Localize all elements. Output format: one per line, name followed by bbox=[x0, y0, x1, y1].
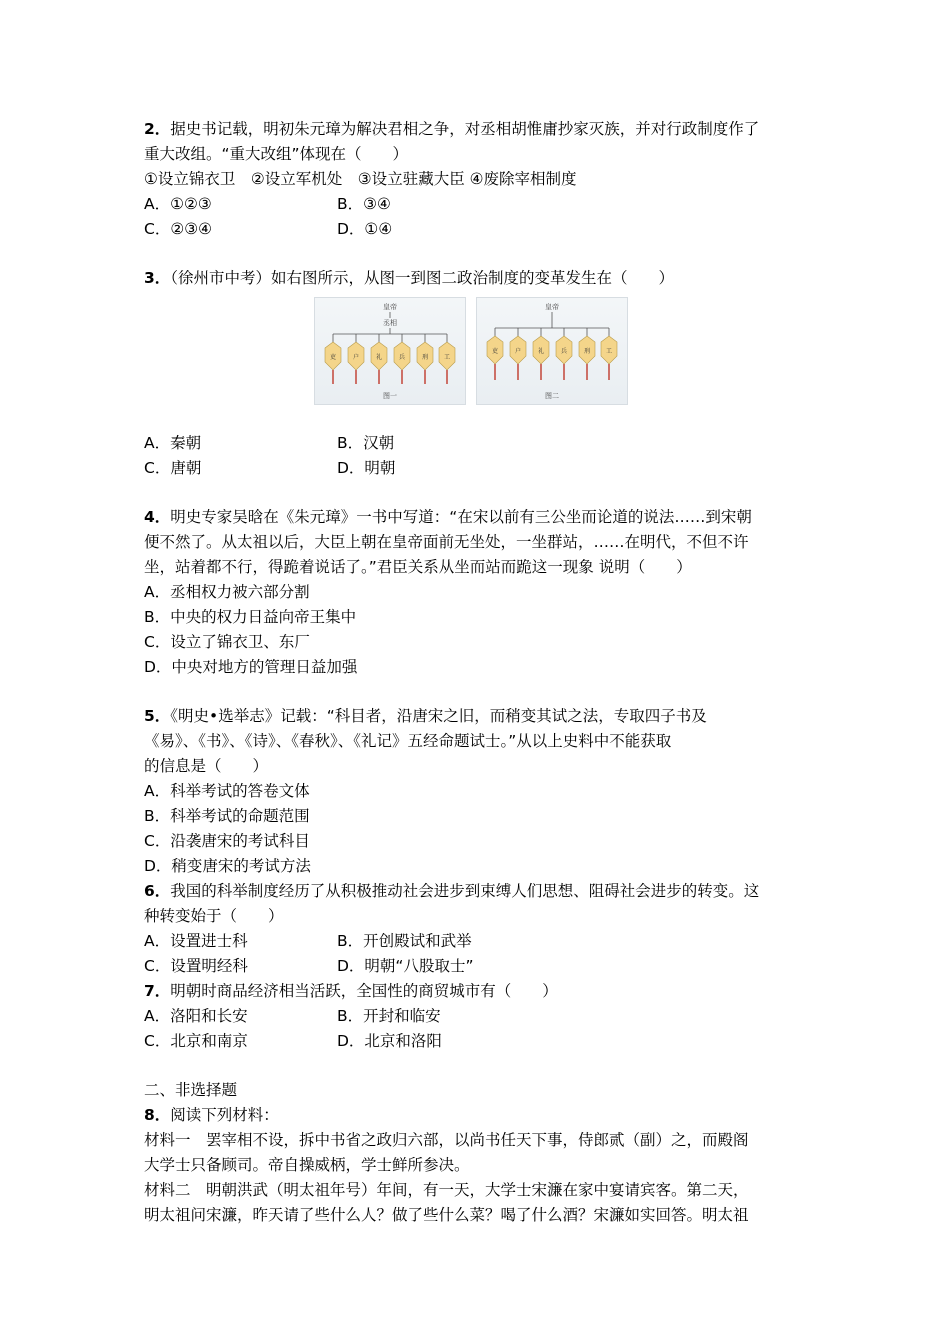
chancellor-label: 丞相 bbox=[383, 319, 397, 327]
question-number: 2． bbox=[144, 120, 171, 138]
question-number: 7． bbox=[144, 982, 171, 1000]
svg-text:吏: 吏 bbox=[491, 348, 499, 355]
question-number: 6． bbox=[144, 882, 171, 900]
option-b: B．科举考试的命题范围 bbox=[144, 807, 310, 825]
question-stem: 阅读下列材料： bbox=[170, 1106, 279, 1124]
option-d: D．明朝“八股取士” bbox=[337, 957, 474, 975]
emperor-label: 皇帝 bbox=[383, 303, 397, 311]
option-b: B．开封和临安 bbox=[337, 1007, 441, 1025]
option-d: D．①④ bbox=[337, 220, 393, 238]
ministry-box bbox=[556, 328, 572, 380]
option-b: B．汉朝 bbox=[337, 434, 395, 452]
option-a: A．设置进士科 bbox=[144, 932, 248, 950]
svg-text:刑: 刑 bbox=[583, 348, 591, 355]
option-d: D．明朝 bbox=[337, 459, 396, 477]
emperor-label: 皇帝 bbox=[545, 303, 559, 311]
ministry-box bbox=[371, 334, 387, 384]
material-one: 材料一 罢宰相不设，拆中书省之政归六部，以尚书任天下事，侍郎贰（副）之，而殿阁 bbox=[144, 1131, 749, 1149]
option-a: A．洛阳和长安 bbox=[144, 1007, 248, 1025]
option-c: C．设立了锦衣卫、东厂 bbox=[144, 633, 310, 651]
question-stem-cont: 坐，站着都不行，得跪着说话了。”君臣关系从坐而站而跪这一现象 说明（ ） bbox=[144, 558, 692, 576]
ministry-box bbox=[533, 328, 549, 380]
question-stem-cont: 《易》、《书》、《诗》、《春秋》、《礼记》五经命题试士。”从以上史料中不能获取 bbox=[144, 732, 672, 750]
option-b: B．开创殿试和武举 bbox=[337, 932, 472, 950]
ministries-group bbox=[325, 334, 455, 384]
option-a: A．秦朝 bbox=[144, 434, 202, 452]
question-stem-cont: 便不然了。从太祖以后，大臣上朝在皇帝面前无坐处，一坐群站，……在明代，不但不许 bbox=[144, 533, 749, 551]
ministry-box bbox=[394, 334, 410, 384]
ministry-box bbox=[348, 334, 364, 384]
diagram-two bbox=[476, 297, 628, 405]
svg-text:礼: 礼 bbox=[375, 354, 383, 361]
svg-text:户: 户 bbox=[514, 348, 522, 355]
section-title: 二、非选择题 bbox=[144, 1081, 238, 1099]
option-c: C．唐朝 bbox=[144, 459, 202, 477]
svg-text:兵: 兵 bbox=[560, 348, 568, 355]
option-a: A．丞相权力被六部分割 bbox=[144, 583, 310, 601]
ministry-box bbox=[579, 328, 595, 380]
question-6 bbox=[144, 879, 809, 979]
option-d: D．北京和洛阳 bbox=[337, 1032, 442, 1050]
material-two-cont: 明太祖问宋濂，昨天请了些什么人？做了些什么菜？喝了什么酒？宋濂如实回答。明太祖 bbox=[144, 1206, 749, 1224]
option-c: C．设置明经科 bbox=[144, 957, 248, 975]
question-4 bbox=[144, 505, 809, 680]
figure-caption: 图一 bbox=[383, 392, 397, 400]
material-two: 材料二 明朝洪武（明太祖年号）年间，有一天，大学士宋濂在家中宴请宾客。第二天， bbox=[144, 1181, 749, 1199]
question-stem: 明史专家吴晗在《朱元璋》一书中写道：“在宋以前有三公坐而论道的说法……到宋朝 bbox=[170, 508, 752, 526]
question-number: 3． bbox=[144, 269, 171, 287]
question-stem: （徐州市中考）如右图所示，从图一到图二政治制度的变革发生在（ ） bbox=[170, 269, 675, 287]
svg-text:工: 工 bbox=[443, 354, 451, 361]
question-stem: 据史书记载，明初朱元璋为解决君相之争，对丞相胡惟庸抄家灭族，并对行政制度作了 bbox=[170, 120, 760, 138]
ministry-box bbox=[510, 328, 526, 380]
option-a: A．科举考试的答卷文体 bbox=[144, 782, 310, 800]
ministry-box bbox=[601, 328, 617, 380]
question-2 bbox=[144, 117, 809, 242]
figure-caption: 图二 bbox=[545, 392, 559, 400]
svg-text:刑: 刑 bbox=[421, 354, 429, 361]
option-d: D．中央对地方的管理日益加强 bbox=[144, 658, 358, 676]
option-d: D．稍变唐宋的考试方法 bbox=[144, 857, 311, 875]
question-stem-cont: 种转变始于（ ） bbox=[144, 907, 284, 925]
option-c: C．②③④ bbox=[144, 220, 213, 238]
option-c: C．北京和南京 bbox=[144, 1032, 248, 1050]
question-number: 8． bbox=[144, 1106, 171, 1124]
document-page bbox=[144, 0, 809, 1228]
ministries-group bbox=[487, 328, 617, 380]
question-5 bbox=[144, 704, 809, 879]
option-a: A．①②③ bbox=[144, 195, 212, 213]
question-3 bbox=[144, 266, 809, 481]
question-stem: 明朝时商品经济相当活跃，全国性的商贸城市有（ ） bbox=[170, 982, 558, 1000]
question-items: ①设立锦衣卫 ②设立军机处 ③设立驻藏大臣 ④废除宰相制度 bbox=[144, 170, 577, 188]
question-7 bbox=[144, 979, 809, 1054]
question-stem: 《明史•选举志》记载：“科目者，沿唐宋之旧，而稍变其试之法，专取四子书及 bbox=[170, 707, 707, 725]
option-b: B．③④ bbox=[337, 195, 391, 213]
question-number: 5． bbox=[144, 707, 171, 725]
ministry-box bbox=[417, 334, 433, 384]
ministry-box bbox=[325, 334, 341, 384]
question-8 bbox=[144, 1103, 809, 1228]
ministry-box bbox=[439, 334, 455, 384]
option-b: B．中央的权力日益向帝王集中 bbox=[144, 608, 357, 626]
question-stem-cont: 重大改组。“重大改组”体现在（ ） bbox=[144, 145, 409, 163]
svg-text:工: 工 bbox=[605, 348, 613, 355]
svg-text:礼: 礼 bbox=[537, 348, 545, 355]
question-number: 4． bbox=[144, 508, 171, 526]
question-stem: 我国的科举制度经历了从积极推动社会进步到束缚人们思想、阻碍社会进步的转变。这 bbox=[170, 882, 760, 900]
diagram-one bbox=[314, 297, 466, 405]
svg-text:户: 户 bbox=[352, 354, 360, 361]
svg-text:兵: 兵 bbox=[398, 354, 406, 361]
svg-text:吏: 吏 bbox=[329, 354, 337, 361]
figure-pair bbox=[314, 297, 809, 405]
ministry-box bbox=[487, 328, 503, 380]
question-stem-cont: 的信息是（ ） bbox=[144, 757, 269, 775]
option-c: C．沿袭唐宋的考试科目 bbox=[144, 832, 310, 850]
material-one-cont: 大学士只备顾司。帝自操威柄，学士鲜所参决。 bbox=[144, 1156, 470, 1174]
